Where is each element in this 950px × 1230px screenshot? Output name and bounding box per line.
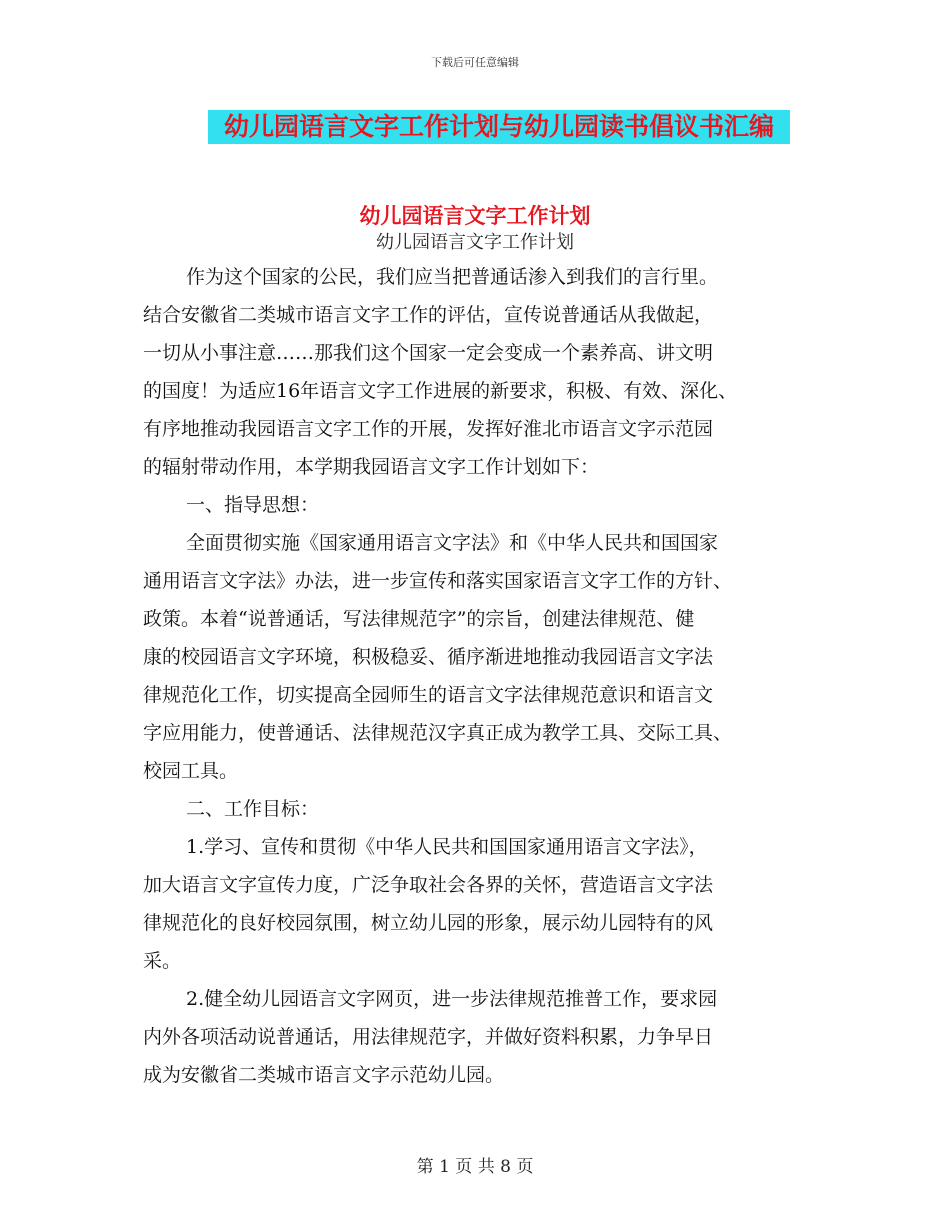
body-line: 的国度！为适应16年语言文字工作进展的新要求，积极、有效、深化、 bbox=[143, 380, 738, 402]
section-subtitle: 幼儿园语言文字工作计划 bbox=[376, 232, 574, 253]
body-line: 的辐射带动作用，本学期我园语言文字工作计划如下： bbox=[143, 456, 600, 478]
body-line: 成为安徽省二类城市语言文字示范幼儿园。 bbox=[143, 1064, 505, 1086]
header-note: 下载后可任意编辑 bbox=[431, 56, 519, 69]
body-line: 字应用能力，使普通话、法律规范汉字真正成为教学工具、交际工具、 bbox=[143, 722, 733, 744]
section-heading: 二、工作目标： bbox=[186, 798, 320, 820]
body-line: 2.健全幼儿园语言文字网页，进一步法律规范推普工作，要求园 bbox=[186, 988, 718, 1010]
body-line: 康的校园语言文字环境，积极稳妥、循序渐进地推动我园语言文字法 bbox=[143, 646, 714, 668]
document-title-block bbox=[208, 110, 790, 144]
body-line: 作为这个国家的公民，我们应当把普通话渗入到我们的言行里。 bbox=[186, 266, 719, 288]
body-line: 采。 bbox=[143, 950, 182, 972]
body-line: 全面贯彻实施《国家通用语言文字法》和《中华人民共和国国家 bbox=[186, 532, 719, 554]
page-footer: 第 1 页 共 8 页 bbox=[416, 1157, 534, 1177]
body-line: 内外各项活动说普通话，用法律规范字，并做好资料积累，力争早日 bbox=[143, 1026, 714, 1048]
document-title: 幼儿园语言文字工作计划与幼儿园读书倡议书汇编 bbox=[208, 110, 790, 144]
body-line: 加大语言文字宣传力度，广泛争取社会各界的关怀，营造语言文字法 bbox=[143, 874, 714, 896]
body-line: 律规范化工作，切实提高全园师生的语言文字法律规范意识和语言文 bbox=[143, 684, 714, 706]
body-line: 校园工具。 bbox=[143, 760, 239, 782]
body-line: 通用语言文字法》办法，进一步宣传和落实国家语言文字工作的方针、 bbox=[143, 570, 733, 592]
body-line: 一切从小事注意……那我们这个国家一定会变成一个素养高、讲文明 bbox=[143, 342, 714, 364]
body-line: 1.学习、宣传和贯彻《中华人民共和国国家通用语言文字法》， bbox=[186, 836, 708, 858]
section-title: 幼儿园语言文字工作计划 bbox=[359, 203, 591, 228]
section-heading: 一、指导思想： bbox=[186, 494, 320, 516]
body-line: 政策。本着“说普通话，写法律规范字”的宗旨，创建法律规范、健 bbox=[143, 608, 695, 630]
body-line: 律规范化的良好校园氛围，树立幼儿园的形象，展示幼儿园特有的风 bbox=[143, 912, 714, 934]
body-line: 有序地推动我园语言文字工作的开展，发挥好淮北市语言文字示范园 bbox=[143, 418, 714, 440]
body-line: 结合安徽省二类城市语言文字工作的评估，宣传说普通话从我做起， bbox=[143, 304, 714, 326]
